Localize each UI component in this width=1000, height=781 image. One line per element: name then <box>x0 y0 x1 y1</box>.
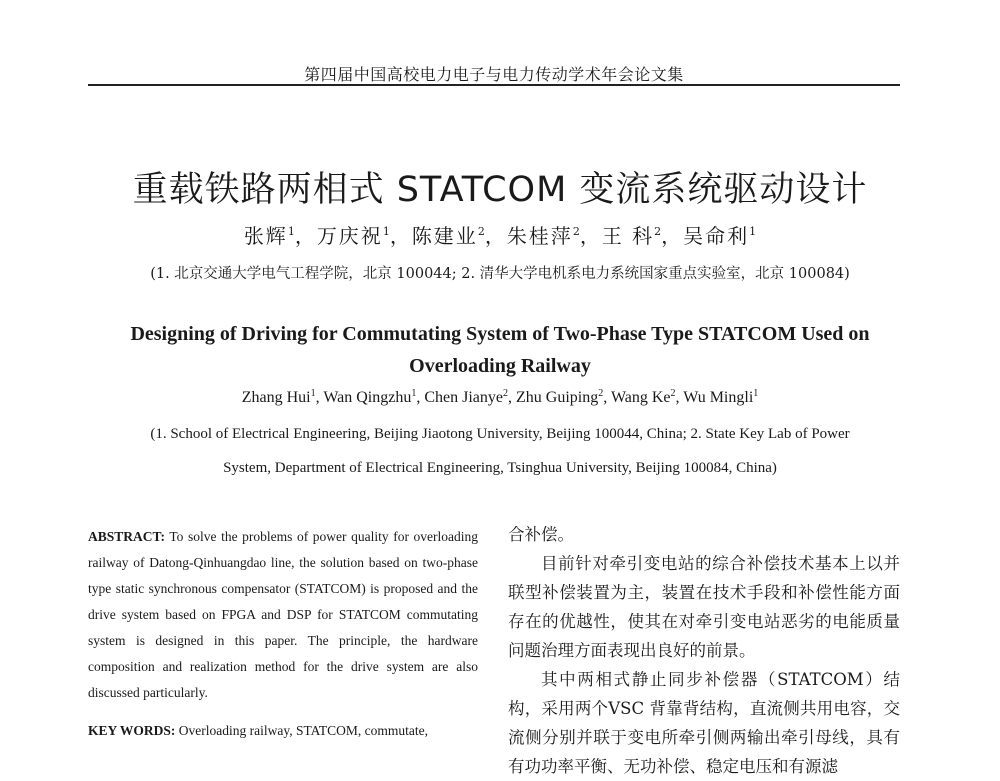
english-affiliation-line-1: (1. School of Electrical Engineering, Beijing Jiaotong University, Beijing 100044, China; 2. State Key Lab of Power <box>150 426 850 442</box>
author-zh-2: 万庆祝$^1$ <box>316 224 390 248</box>
english-title-line-2: Overloading Railway <box>409 355 591 377</box>
chinese-authors <box>100 220 900 249</box>
english-affiliation-line-2: System, Department of Electrical Engineering, Tsinghua University, Beijing 100084, China) <box>223 460 777 476</box>
english-title <box>90 318 910 382</box>
author-en-1: Zhang Hui$^1$ <box>241 388 316 406</box>
author-zh-6: 吴命利$^1$ <box>683 224 757 248</box>
author-en-2: Wan Qingzhu$^1$ <box>323 388 417 406</box>
running-header: 第四届中国高校电力电子与电力传动学术年会论文集 <box>304 67 684 84</box>
author-separator: , <box>508 389 516 406</box>
chinese-affiliations: (1. 北京交通大学电气工程学院，北京 100044; 2. 清华大学电机系电力系统国家重点实验室，北京 100084) <box>150 266 850 282</box>
author-en-6: Wu Mingli$^1$ <box>683 388 759 406</box>
body-continuation: 合补偿。 <box>508 525 574 544</box>
author-separator: ， <box>484 224 507 248</box>
body-column <box>508 520 900 781</box>
keywords <box>88 718 478 744</box>
abstract-label: ABSTRACT: <box>88 529 166 544</box>
abstract <box>88 524 478 706</box>
chinese-title: 重载铁路两相式 STATCOM 变流系统驱动设计 <box>132 170 868 210</box>
author-en-3: Chen Jianye$^2$ <box>424 388 508 406</box>
author-separator: , <box>315 389 324 406</box>
author-separator: ， <box>389 224 412 248</box>
header-rule <box>88 84 900 86</box>
author-zh-1: 张辉$^1$ <box>243 224 295 248</box>
english-authors <box>100 388 900 407</box>
keywords-label: KEY WORDS: <box>88 723 176 738</box>
keywords-text: Overloading railway, STATCOM, commutate, <box>178 723 429 738</box>
author-separator: ， <box>579 224 602 248</box>
author-separator: ， <box>294 224 317 248</box>
abstract-text: To solve the problems of power quality for overloading railway of Datong-Qinhuangdao line, the solution based on two-phase type static synchronous compensator (STATCOM) is proposed and the drive system based on FPGA and DSP for STATCOM commutating system is designed in this paper. The principle, the hardware composition and realization method for the drive system are also discussed particularly. <box>88 529 478 700</box>
body-paragraph-2: 其中两相式静止同步补偿器（STATCOM）结构，采用两个VSC 背靠背结构，直流侧共用电容，交流侧分别并联于变电所牵引侧两输出牵引母线，具有有功功率平衡、无功补偿、稳定电压和有源滤 <box>508 670 900 776</box>
author-zh-3: 陈建业$^2$ <box>411 224 485 248</box>
author-zh-5: 王 科$^2$ <box>601 224 662 248</box>
body-paragraph-1: 目前针对牵引变电站的综合补偿技术基本上以并联型补偿装置为主，装置在技术手段和补偿性能方面存在的优越性，使其在对牵引变电站恶劣的电能质量问题治理方面表现出良好的前景。 <box>508 554 900 660</box>
author-separator: ， <box>661 224 684 248</box>
abstract-column <box>88 524 478 744</box>
author-separator: , <box>603 389 611 406</box>
author-separator: , <box>416 389 425 406</box>
author-en-5: Wang Ke$^2$ <box>610 388 676 406</box>
english-title-line-1: Designing of Driving for Commutating System of Two-Phase Type STATCOM Used on <box>130 323 870 345</box>
author-separator: , <box>675 389 684 406</box>
author-zh-4: 朱桂萍$^2$ <box>506 224 580 248</box>
author-en-4: Zhu Guiping$^2$ <box>516 388 604 406</box>
